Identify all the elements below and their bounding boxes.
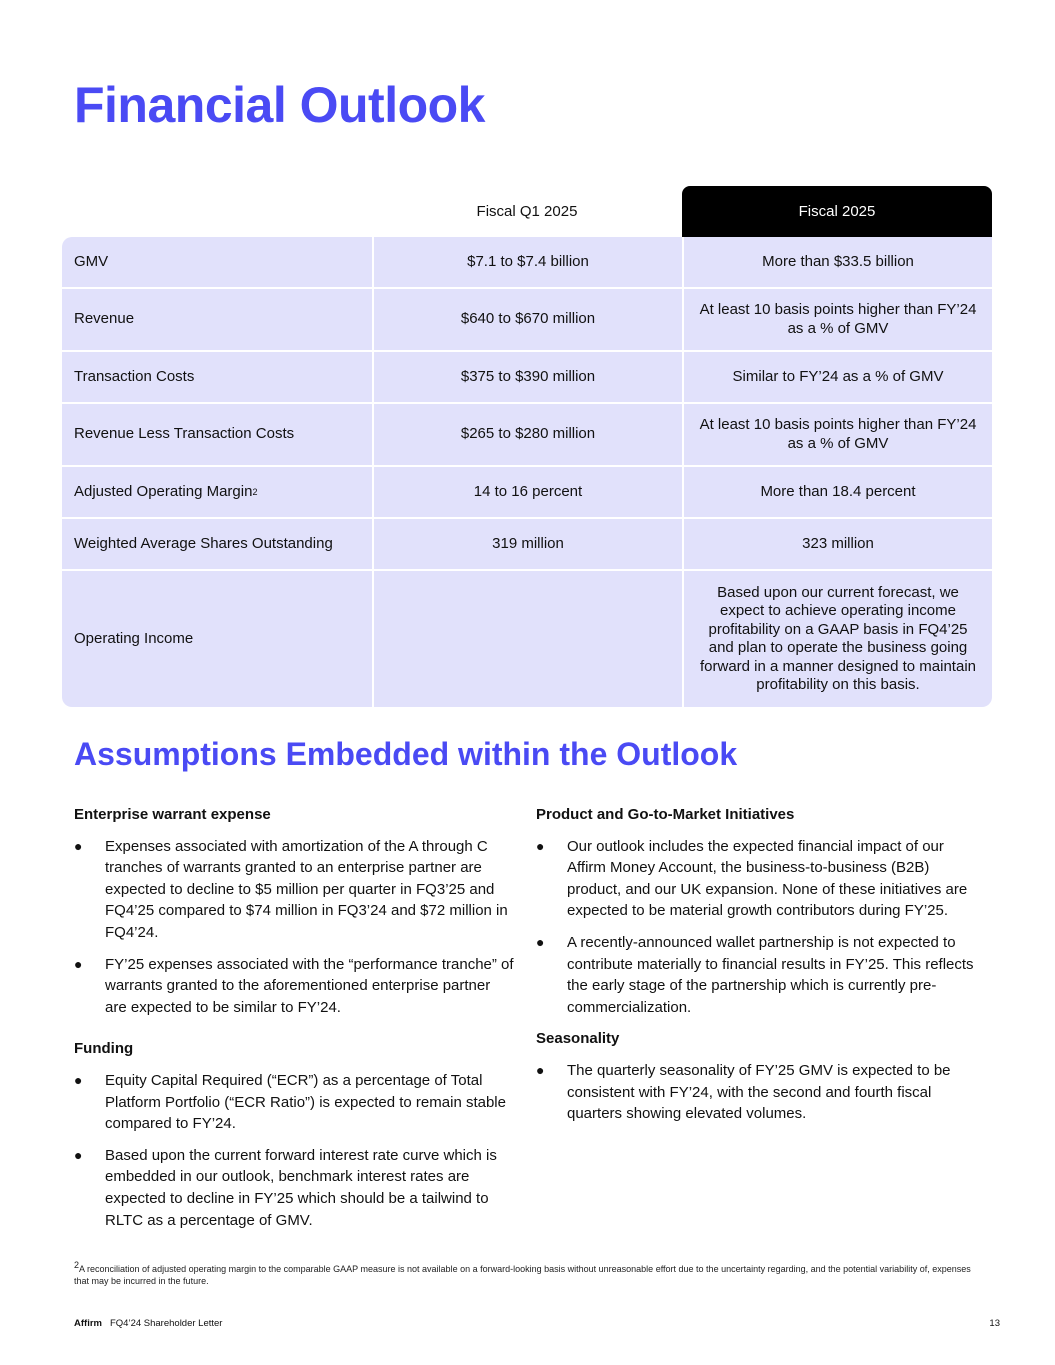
bullet-icon: ● xyxy=(536,933,545,950)
bullet-text: Our outlook includes the expected financial impact of our Affirm Money Account, the business-to-business (B2B) product, and our UK expansion. None of these initiatives are expected to be material growth contributors during FY’25. xyxy=(567,837,968,920)
row-label: Revenue xyxy=(74,310,135,328)
fy-value: More than $33.5 billion xyxy=(682,237,992,287)
bullet-list xyxy=(536,836,976,1019)
assumptions-title: Assumptions Embedded within the Outlook xyxy=(74,736,738,772)
table-row-revenue xyxy=(62,287,992,350)
assumptions-right-column xyxy=(536,804,976,1135)
q1-value xyxy=(372,571,682,707)
footnote xyxy=(74,1260,979,1287)
subheading-seasonality: Seasonality xyxy=(536,1030,620,1048)
assumptions-left-column xyxy=(74,804,514,1241)
bullet-icon: ● xyxy=(74,1071,83,1088)
q1-value: 14 to 16 percent xyxy=(372,467,682,517)
fy-value: Based upon our current forecast, we expect to achieve operating income profitability on a GAAP basis in FQ4’25 and plan to operate the business going forward in a manner designed to maintain profitability on this basis. xyxy=(682,571,992,707)
subheading-enterprise-warrant-expense: Enterprise warrant expense xyxy=(74,806,271,823)
header-fiscal-2025: Fiscal 2025 xyxy=(682,186,992,237)
table-row-adjusted-operating-margin xyxy=(62,465,992,517)
list-item xyxy=(536,1060,976,1125)
table-row-gmv xyxy=(62,237,992,287)
q1-value: $265 to $280 million xyxy=(372,404,682,465)
list-item xyxy=(536,932,976,1018)
q1-value: $640 to $670 million xyxy=(372,289,682,350)
table-header xyxy=(62,186,992,237)
bullet-icon: ● xyxy=(74,837,83,854)
bullet-list xyxy=(74,1070,514,1231)
header-fiscal-q1-2025: Fiscal Q1 2025 xyxy=(476,203,578,220)
fy-value: At least 10 basis points higher than FY’24 as a % of GMV xyxy=(682,404,992,465)
outlook-table xyxy=(62,186,992,707)
bullet-text: A recently-announced wallet partnership is not expected to contribute materially to financial results in FY’25. This reflects the early stage of the partnership which is currently pre-commercialization. xyxy=(567,933,974,1016)
bullet-text: Expenses associated with amortization of the A through C tranches of warrants granted to an enterprise partner are expected to decline to $5 million per quarter in FQ3’25 and FQ4’25 compared to $74 million in FQ3’24 and $72 million in FQ4’24. xyxy=(105,837,508,941)
bullet-text: FY’25 expenses associated with the “performance tranche” of warrants granted to the aforementioned enterprise partner are expected to be similar to FY’24. xyxy=(105,955,514,1016)
page-number: 13 xyxy=(989,1318,1000,1329)
list-item xyxy=(74,1145,514,1231)
row-label: Adjusted Operating Margin 2 xyxy=(74,482,258,500)
bullet-text: Equity Capital Required (“ECR”) as a percentage of Total Platform Portfolio (“ECR Ratio”) is expected to remain stable compared to FY’24. xyxy=(105,1071,506,1133)
row-label: Operating Income xyxy=(74,629,194,647)
bullet-icon: ● xyxy=(536,837,545,854)
list-item xyxy=(536,836,976,922)
bullet-list xyxy=(536,1060,976,1125)
bullet-text: Based upon the current forward interest rate curve which is embedded in our outlook, benchmark interest rates are expected to decline in FY’25 which should be a tailwind to RLTC as a percentage of GMV. xyxy=(105,1146,497,1229)
list-item xyxy=(74,1070,514,1135)
row-label: GMV xyxy=(74,252,109,270)
footer-left xyxy=(74,1318,222,1329)
fy-value: 323 million xyxy=(682,519,992,569)
row-label: Weighted Average Shares Outstanding xyxy=(74,534,333,552)
q1-value: $7.1 to $7.4 billion xyxy=(372,237,682,287)
header-blank xyxy=(62,186,372,237)
footnote-marker: 2 xyxy=(74,1260,80,1270)
document-name: FQ4’24 Shareholder Letter xyxy=(109,1318,223,1329)
subheading-product-initiatives: Product and Go-to-Market Initiatives xyxy=(536,806,795,823)
fy-value: More than 18.4 percent xyxy=(682,467,992,517)
row-label-text: Adjusted Operating Margin xyxy=(74,482,253,500)
table-row-rltc xyxy=(62,402,992,465)
table-row-transaction-costs xyxy=(62,350,992,402)
bullet-icon: ● xyxy=(74,955,83,972)
subheading-funding: Funding xyxy=(74,1040,134,1058)
bullet-list xyxy=(74,836,514,1019)
bullet-icon: ● xyxy=(74,1146,83,1163)
fy-value: At least 10 basis points higher than FY’24 as a % of GMV xyxy=(682,289,992,350)
page-title: Financial Outlook xyxy=(74,77,485,133)
list-item xyxy=(74,836,514,944)
footnote-text: A reconciliation of adjusted operating margin to the comparable GAAP measure is not available on a forward-looking basis without unreasonable effort due to the uncertainty regarding, and the potential variability of, expenses that may be incurred in the future. xyxy=(74,1264,971,1286)
table-row-shares-outstanding xyxy=(62,517,992,569)
q1-value: 319 million xyxy=(372,519,682,569)
table-body xyxy=(62,237,992,707)
bullet-icon: ● xyxy=(536,1061,545,1078)
list-item xyxy=(74,954,514,1019)
bullet-text: The quarterly seasonality of FY’25 GMV is expected to be consistent with FY’24, with the second and fourth fiscal quarters showing elevated volumes. xyxy=(567,1061,951,1123)
table-row-operating-income xyxy=(62,569,992,707)
row-label: Transaction Costs xyxy=(74,367,195,385)
brand-name: Affirm xyxy=(74,1318,102,1329)
fy-value: Similar to FY’24 as a % of GMV xyxy=(682,352,992,402)
row-label: Revenue Less Transaction Costs xyxy=(74,425,295,443)
q1-value: $375 to $390 million xyxy=(372,352,682,402)
